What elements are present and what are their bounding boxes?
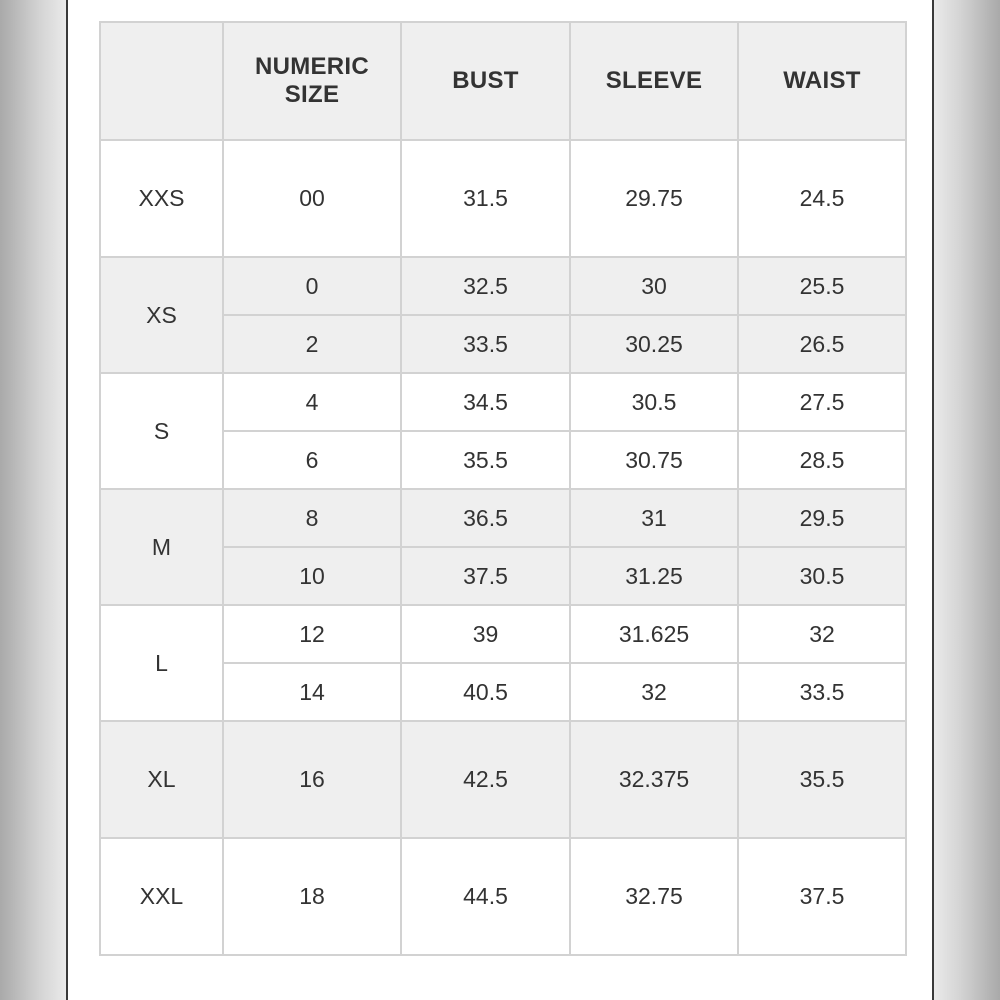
sleeve-cell: 31.625 xyxy=(570,605,738,663)
size-letter-cell: XL xyxy=(100,721,223,838)
sleeve-cell: 31.25 xyxy=(570,547,738,605)
sleeve-cell: 30.25 xyxy=(570,315,738,373)
bust-cell: 36.5 xyxy=(401,489,570,547)
waist-cell: 33.5 xyxy=(738,663,906,721)
size-letter-cell: XS xyxy=(100,257,223,373)
waist-cell: 27.5 xyxy=(738,373,906,431)
sleeve-cell: 32.75 xyxy=(570,838,738,955)
size-letter-cell: M xyxy=(100,489,223,605)
numeric-size-cell: 8 xyxy=(223,489,401,547)
waist-cell: 32 xyxy=(738,605,906,663)
table-row xyxy=(100,257,906,315)
header-letter-size xyxy=(100,22,223,140)
numeric-size-cell: 0 xyxy=(223,257,401,315)
bust-cell: 42.5 xyxy=(401,721,570,838)
sleeve-cell: 32.375 xyxy=(570,721,738,838)
header-numeric-line2: SIZE xyxy=(284,81,340,108)
numeric-size-cell: 6 xyxy=(223,431,401,489)
bust-cell: 40.5 xyxy=(401,663,570,721)
bust-cell: 32.5 xyxy=(401,257,570,315)
waist-cell: 30.5 xyxy=(738,547,906,605)
sleeve-cell: 29.75 xyxy=(570,140,738,257)
numeric-size-cell: 00 xyxy=(223,140,401,257)
numeric-size-cell: 4 xyxy=(223,373,401,431)
sleeve-cell: 30.75 xyxy=(570,431,738,489)
header-numeric-line1: NUMERIC xyxy=(254,53,370,80)
numeric-size-cell: 2 xyxy=(223,315,401,373)
table-row xyxy=(100,373,906,431)
size-chart-table xyxy=(99,21,907,956)
sleeve-cell: 31 xyxy=(570,489,738,547)
bust-cell: 34.5 xyxy=(401,373,570,431)
header-sleeve: SLEEVE xyxy=(570,22,738,140)
numeric-size-cell: 16 xyxy=(223,721,401,838)
header-waist: WAIST xyxy=(738,22,906,140)
table-row xyxy=(100,605,906,663)
table-row xyxy=(100,721,906,838)
bust-cell: 39 xyxy=(401,605,570,663)
numeric-size-cell: 12 xyxy=(223,605,401,663)
bust-cell: 37.5 xyxy=(401,547,570,605)
bust-cell: 31.5 xyxy=(401,140,570,257)
sleeve-cell: 30 xyxy=(570,257,738,315)
numeric-size-cell: 14 xyxy=(223,663,401,721)
numeric-size-cell: 18 xyxy=(223,838,401,955)
size-letter-cell: L xyxy=(100,605,223,721)
waist-cell: 24.5 xyxy=(738,140,906,257)
bust-cell: 33.5 xyxy=(401,315,570,373)
numeric-size-cell: 10 xyxy=(223,547,401,605)
header-bust: BUST xyxy=(401,22,570,140)
bust-cell: 44.5 xyxy=(401,838,570,955)
waist-cell: 35.5 xyxy=(738,721,906,838)
size-chart-card xyxy=(66,0,934,1000)
table-row xyxy=(100,140,906,257)
header-row xyxy=(100,22,906,140)
table-row xyxy=(100,838,906,955)
waist-cell: 26.5 xyxy=(738,315,906,373)
table-row xyxy=(100,489,906,547)
size-letter-cell: XXS xyxy=(100,140,223,257)
waist-cell: 28.5 xyxy=(738,431,906,489)
bust-cell: 35.5 xyxy=(401,431,570,489)
waist-cell: 29.5 xyxy=(738,489,906,547)
waist-cell: 25.5 xyxy=(738,257,906,315)
waist-cell: 37.5 xyxy=(738,838,906,955)
size-letter-cell: XXL xyxy=(100,838,223,955)
sleeve-cell: 32 xyxy=(570,663,738,721)
header-numeric-size xyxy=(223,22,401,140)
size-letter-cell: S xyxy=(100,373,223,489)
sleeve-cell: 30.5 xyxy=(570,373,738,431)
